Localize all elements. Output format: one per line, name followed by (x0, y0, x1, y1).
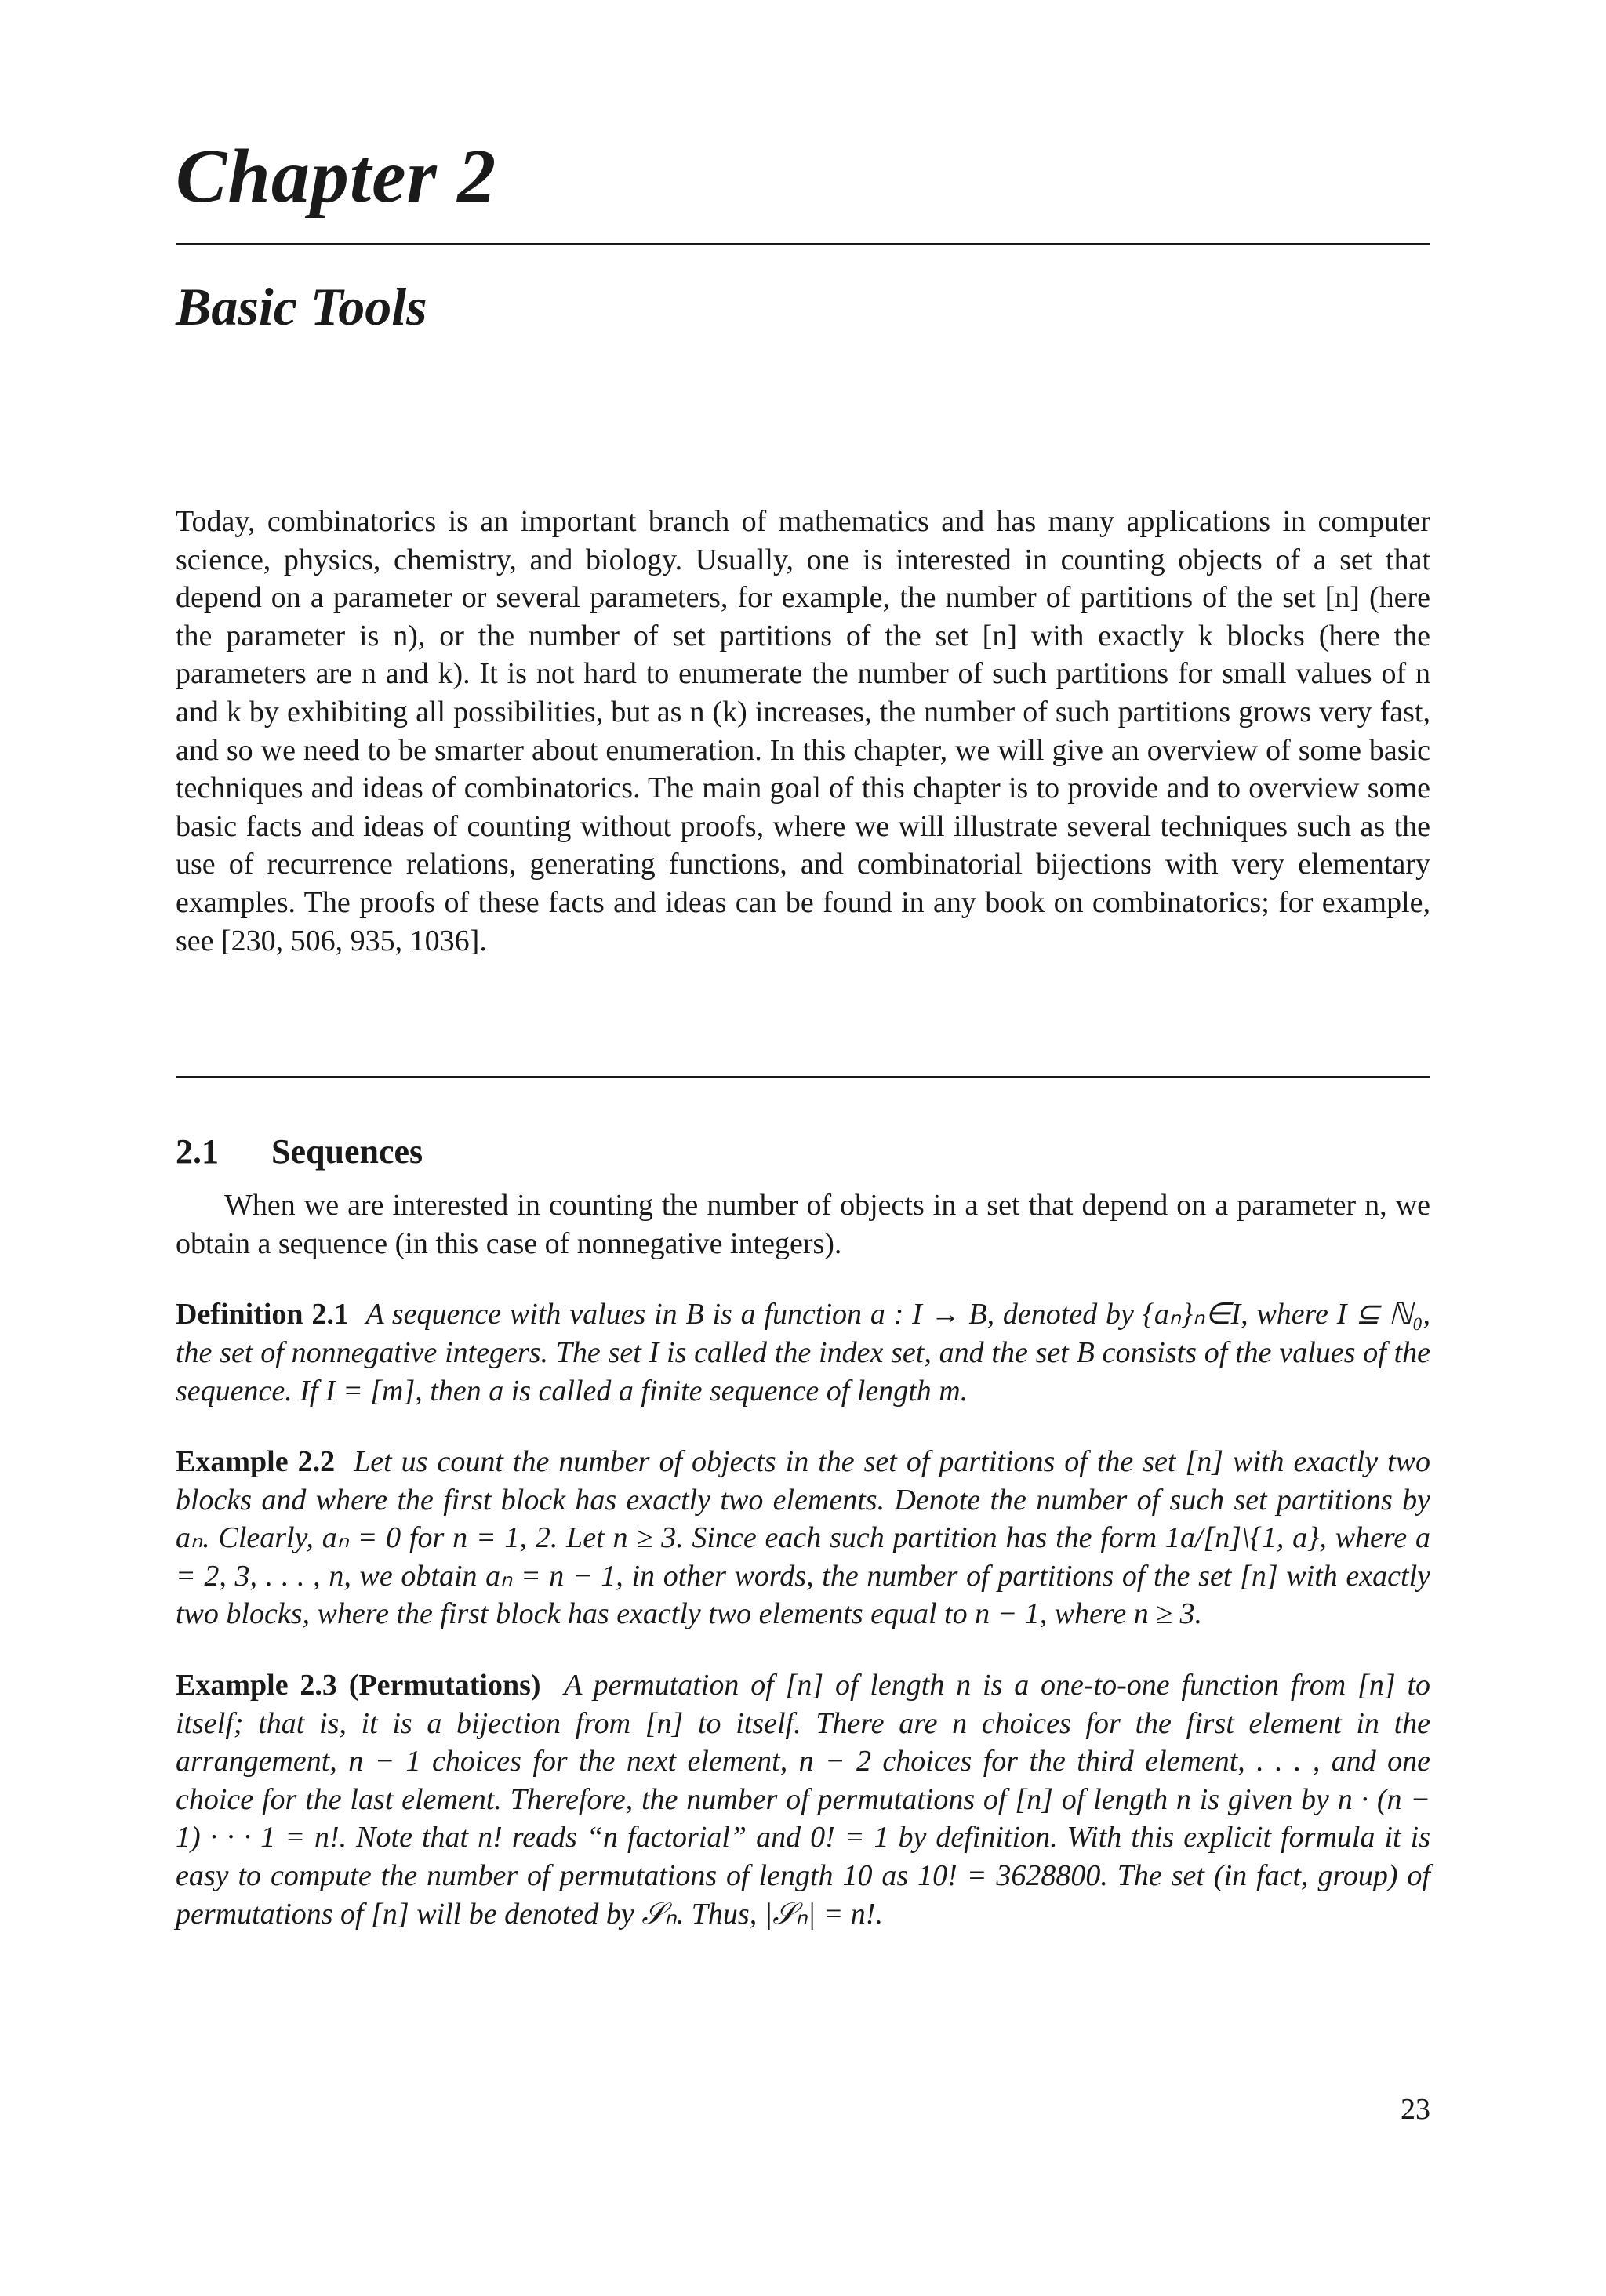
example-2-2-text: Let us count the number of objects in the set of partitions of the set [n] with exactly two blocks and where the first block has exactly two elements. Denote the number of such set partitions by aₙ. Clearly, aₙ = 0 for n = 1, 2. Let n ≥ 3. Since each such partition has the form 1a/[n]\{1, a}, where a = 2, 3, . . . , n, we obtain aₙ = n − 1, in other words, the number of partitions of the set [n] with exactly two blocks, where the first block has exactly two elements equal to n − 1, where n ≥ 3. (176, 1445, 1431, 1631)
page-number: 23 (1401, 2093, 1430, 2126)
section-heading (176, 1130, 1430, 1174)
section-rule (176, 1076, 1430, 1078)
chapter-rule (176, 243, 1430, 245)
example-2-3-head: Example 2.3 (Permutations) (176, 1669, 541, 1702)
example-2-3-text: A permutation of [n] of length n is a one-to-one function from [n] to itself; that is, it is a bijection from [n] to itself. There are n choices for the first element in the arrangement, n − 1 choices for the next element, n − 2 choices for the third element, . . . , and one choice for the last element. Therefore, the number of permutations of [n] of length n is given by n · (n − 1) · · · 1 = n!. Note that n! reads “n factorial” and 0! = 1 by definition. With this explicit formula it is easy to compute the number of permutations of length 10 as 10! = 3628800. The set (in fact, group) of permutations of [n] will be denoted by 𝒮ₙ. Thus, |𝒮ₙ| = n!. (176, 1669, 1431, 1931)
intro-paragraph: Today, combinatorics is an important branch of mathematics and has many applications in computer science, physics, chemistry, and biology. Usually, one is interested in counting objects of a set that depend on a parameter or several parameters, for example, the number of partitions of the set [n] (here the parameter is n), or the number of set partitions of the set [n] with exactly k blocks (here the parameters are n and k). It is not hard to enumerate the number of such partitions for small values of n and k by exhibiting all possibilities, but as n (k) increases, the number of such partitions grows very fast, and so we need to be smarter about enumeration. In this chapter, we will give an overview of some basic techniques and ideas of combinatorics. The main goal of this chapter is to provide and to overview some basic facts and ideas of counting without proofs, where we will illustrate several techniques such as the use of recurrence relations, generating functions, and combinatorial bijections with very elementary examples. The proofs of these facts and ideas can be found in any book on combinatorics; for example, see [230, 506, 935, 1036]. (176, 505, 1430, 957)
section-number: 2.1 (176, 1132, 219, 1172)
chapter-title: Basic Tools (176, 277, 427, 336)
definition-text: A sequence with values in B is a function a : I → B, denoted by {aₙ}ₙ∈I, where I ⊆ ℕ₀, the set of nonnegative integers. The set I is called the index set, and the set B consists of the values of the sequence. If I = [m], then a is called a finite sequence of length m. (176, 1298, 1431, 1408)
example-2-2-head: Example 2.2 (176, 1445, 336, 1479)
example-2-3 (176, 1666, 1430, 1933)
chapter-label: Chapter 2 (176, 134, 497, 219)
definition-2-1 (176, 1295, 1430, 1410)
section-paragraph: When we are interested in counting the number of objects in a set that depend on a parameter n, we obtain a sequence (in this case of nonnegative integers). (176, 1189, 1430, 1260)
page-content (176, 133, 1430, 2172)
example-2-2 (176, 1443, 1430, 1633)
definition-head: Definition 2.1 (176, 1298, 349, 1331)
section-title: Sequences (271, 1132, 423, 1172)
